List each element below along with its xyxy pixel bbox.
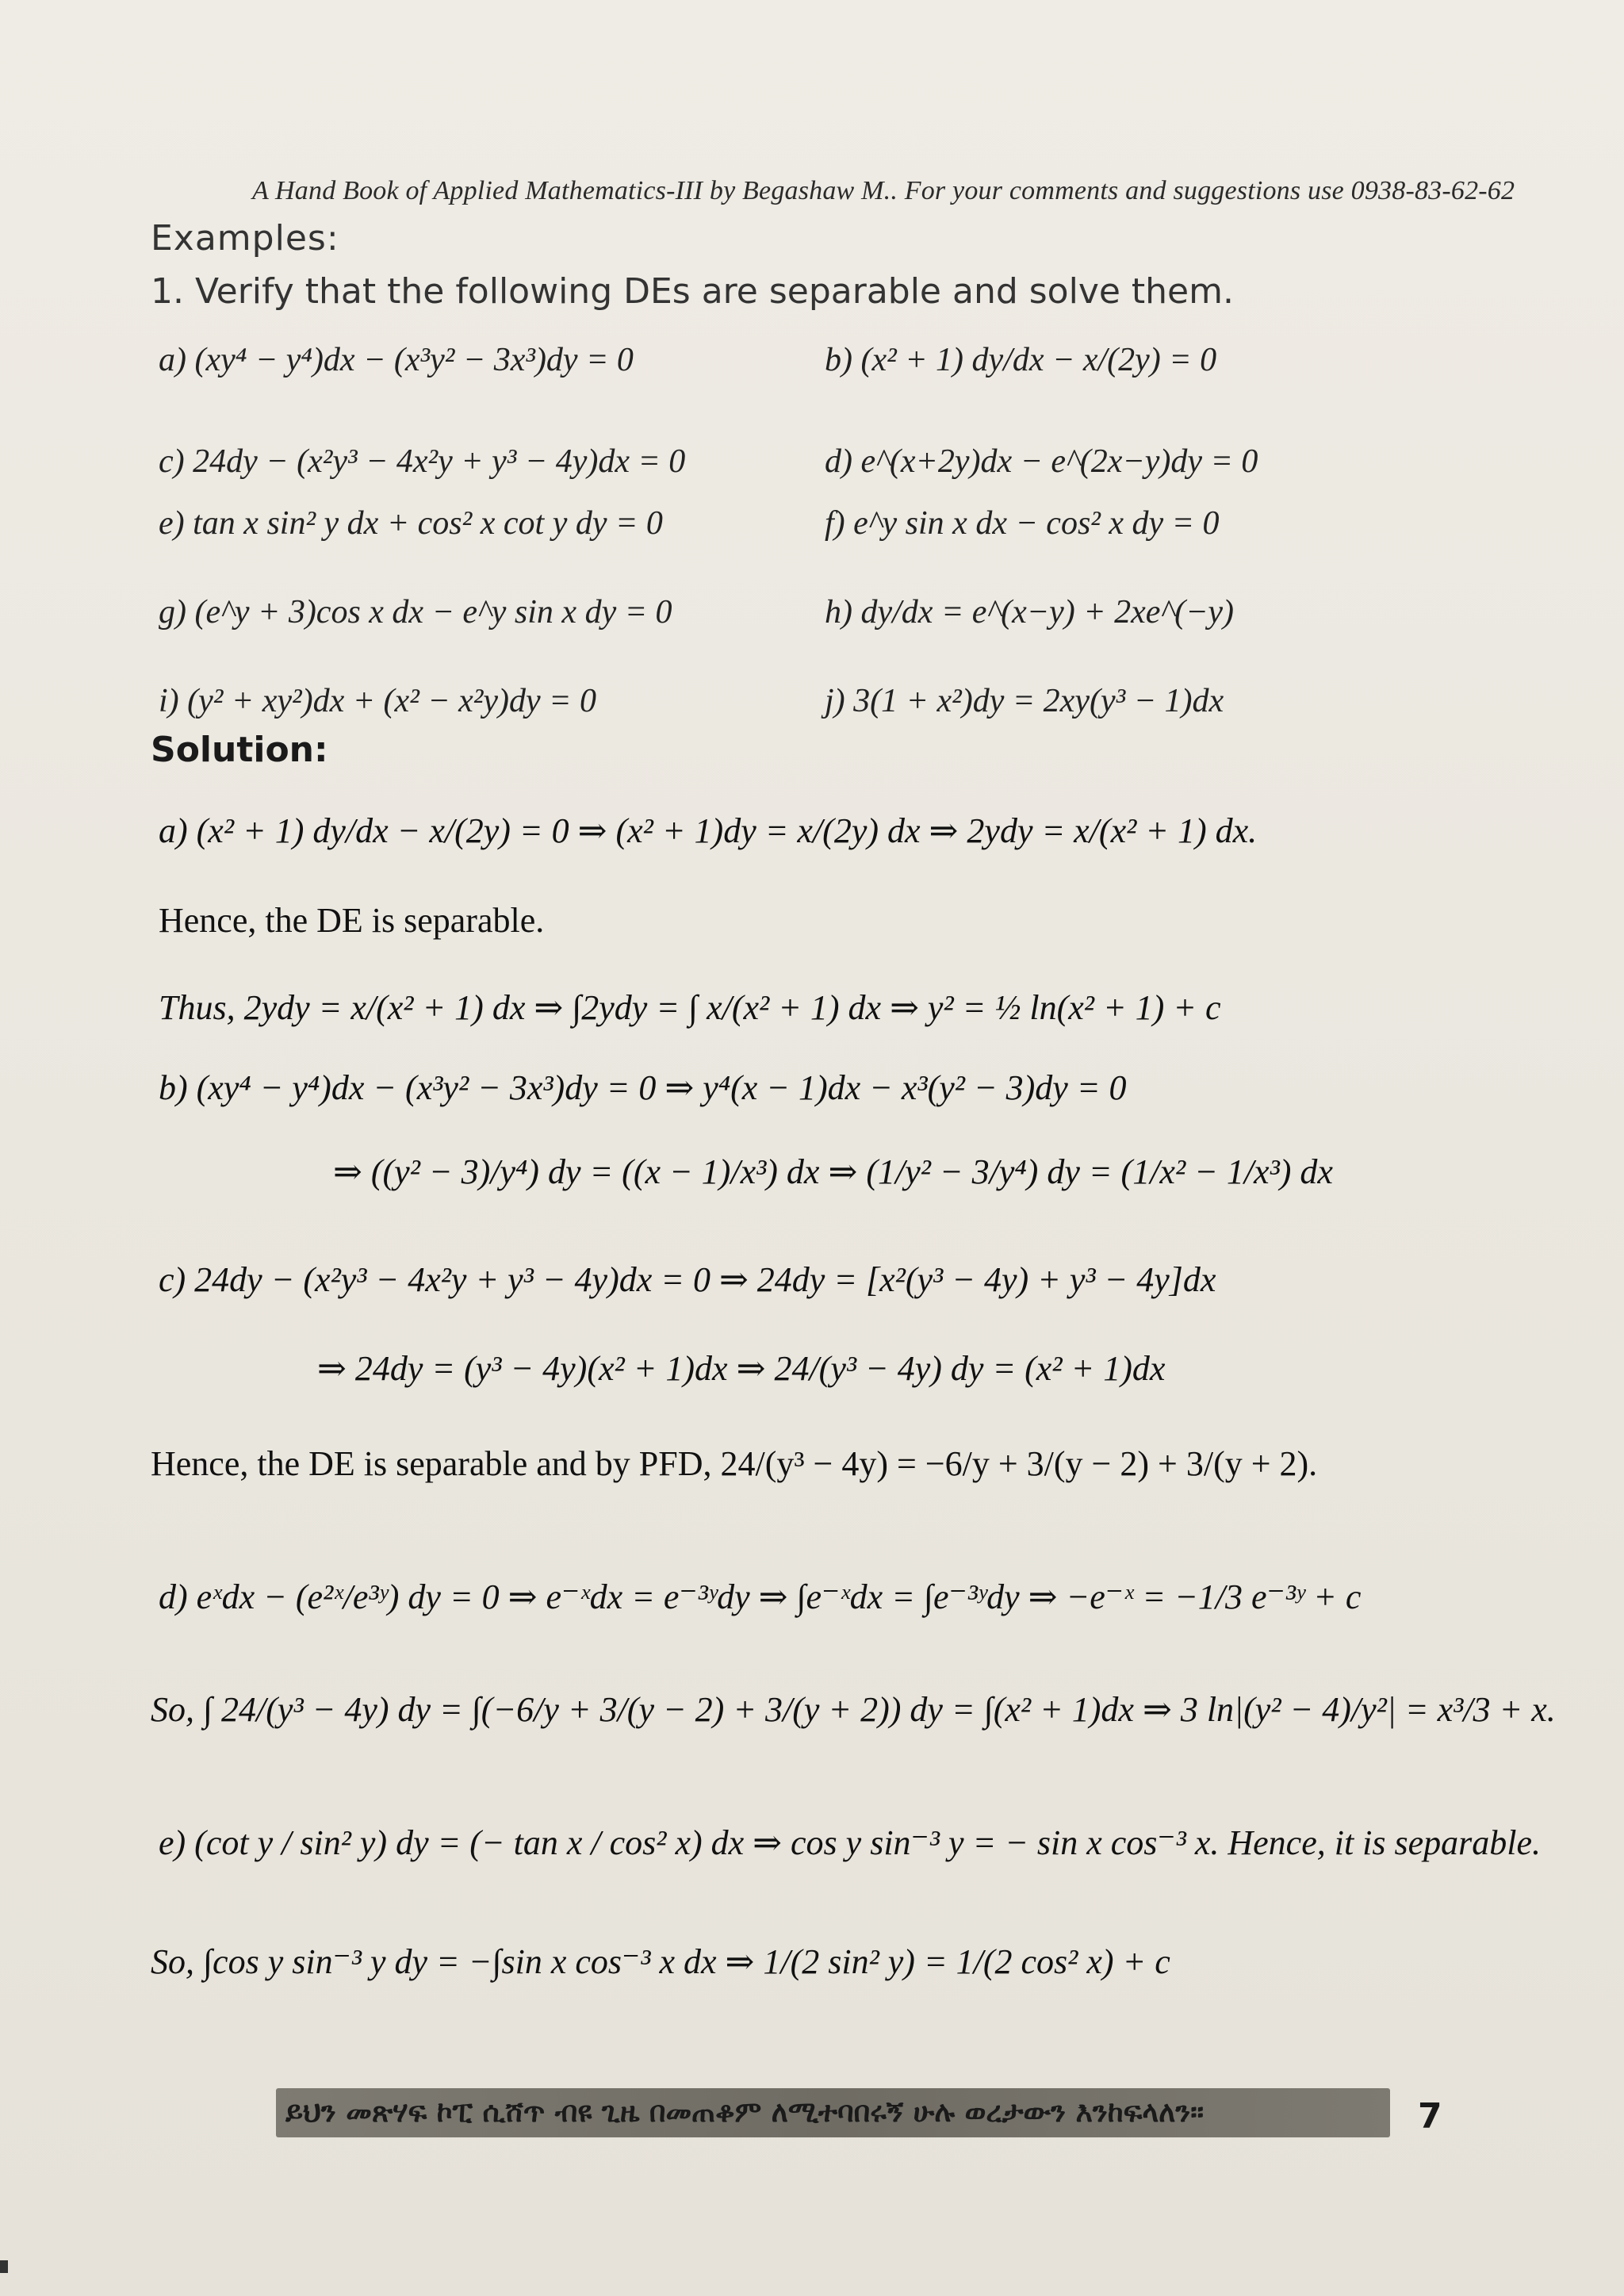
footer-banner-text: ይህን መጽሃፍ ኮፒ ሲሸጥ ብዩ ጊዜ በመጠቆም ለሚተባበሩኝ ሁሉ ወረታውን እንከፍላለን። [285, 2096, 1205, 2129]
solution-line-c-integral: So, ∫ 24/(y³ − 4y) dy = ∫(−6/y + 3/(y − 2) + 3/(y + 2)) dy = ∫(x² + 1)dx ⇒ 3 ln|(y² − 4)/y²| = x³/3 + x. [151, 1690, 1556, 1729]
page-number: 7 [1418, 2096, 1442, 2137]
problem-b: b) (x² + 1) dy/dx − x/(2y) = 0 [825, 342, 1217, 378]
problem-g: g) (e^y + 3)cos x dx − e^y sin x dy = 0 [159, 594, 672, 631]
problem-a: a) (xy⁴ − y⁴)dx − (x³y² − 3x³)dy = 0 [159, 342, 634, 378]
solution-line-e: e) (cot y / sin² y) dy = (− tan x / cos² x) dx ⇒ cos y sin⁻³ y = − sin x cos⁻³ x. Hence, it is separable. [159, 1823, 1542, 1862]
solution-line-d: d) eˣdx − (e²ˣ/e³ʸ) dy = 0 ⇒ e⁻ˣdx = e⁻³ʸdy ⇒ ∫e⁻ˣdx = ∫e⁻³ʸdy ⇒ −e⁻ˣ = −1/3 e⁻³ʸ + c [159, 1577, 1362, 1616]
solution-line-e-integral: So, ∫cos y sin⁻³ y dy = −∫sin x cos⁻³ x dx ⇒ 1/(2 sin² y) = 1/(2 cos² x) + c [151, 1942, 1170, 1981]
problem-c: c) 24dy − (x²y³ − 4x²y + y³ − 4y)dx = 0 [159, 443, 686, 480]
solution-line-b-separated: ⇒ ((y² − 3)/y⁴) dy = ((x − 1)/x³) dx ⇒ (1/y² − 3/y⁴) dy = (1/x² − 1/x³) dx [333, 1152, 1333, 1191]
solution-heading: Solution: [151, 730, 328, 770]
solution-line-c-pfd: Hence, the DE is separable and by PFD, 24/(y³ − 4y) = −6/y + 3/(y − 2) + 3/(y + 2). [151, 1444, 1318, 1483]
running-header: A Hand Book of Applied Mathematics-III by Begashaw M.. For your comments and suggestions use 0938-83-62-62 [252, 176, 1515, 205]
solution-line-a: a) (x² + 1) dy/dx − x/(2y) = 0 ⇒ (x² + 1)dy = x/(2y) dx ⇒ 2ydy = x/(x² + 1) dx. [159, 811, 1258, 850]
problem-j: j) 3(1 + x²)dy = 2xy(y³ − 1)dx [825, 683, 1224, 719]
examples-heading: Examples: [151, 218, 339, 259]
exercise-intro: 1. Verify that the following DEs are separable and solve them. [151, 271, 1234, 312]
problem-f: f) e^y sin x dx − cos² x dy = 0 [825, 505, 1220, 542]
solution-line-b: b) (xy⁴ − y⁴)dx − (x³y² − 3x³)dy = 0 ⇒ y⁴(x − 1)dx − x³(y² − 3)dy = 0 [159, 1068, 1127, 1107]
solution-line-c: c) 24dy − (x²y³ − 4x²y + y³ − 4y)dx = 0 ⇒ 24dy = [x²(y³ − 4y) + y³ − 4y]dx [159, 1260, 1216, 1299]
scan-edge-mark [0, 2260, 8, 2273]
problem-e: e) tan x sin² y dx + cos² x cot y dy = 0 [159, 505, 663, 542]
problem-d: d) e^(x+2y)dx − e^(2x−y)dy = 0 [825, 443, 1258, 480]
solution-line-separable: Hence, the DE is separable. [159, 901, 545, 940]
problem-h: h) dy/dx = e^(x−y) + 2xe^(−y) [825, 594, 1235, 631]
problem-i: i) (y² + xy²)dx + (x² − x²y)dy = 0 [159, 683, 596, 719]
solution-line-c-factored: ⇒ 24dy = (y³ − 4y)(x² + 1)dx ⇒ 24/(y³ − 4y) dy = (x² + 1)dx [317, 1349, 1166, 1388]
solution-line-a-integral: Thus, 2ydy = x/(x² + 1) dx ⇒ ∫2ydy = ∫ x/(x² + 1) dx ⇒ y² = ½ ln(x² + 1) + c [159, 988, 1221, 1027]
